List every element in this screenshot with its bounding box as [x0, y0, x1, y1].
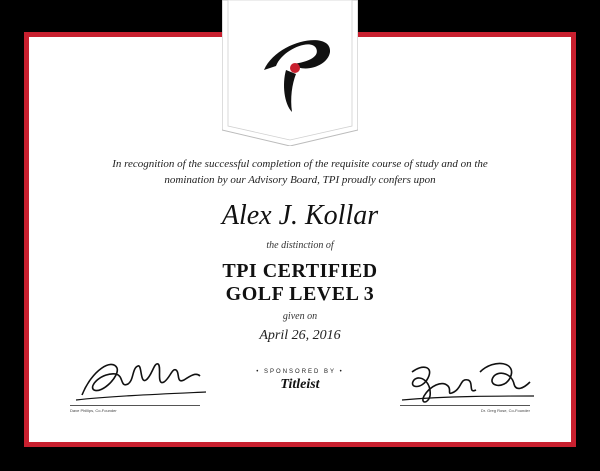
sponsor-brand-logo: Titleist	[280, 377, 320, 392]
intro-text	[60, 156, 540, 188]
given-on-label: given on	[282, 311, 318, 322]
certification-title-line-1: TPI CERTIFIED	[222, 260, 378, 282]
certification-title-line-2: GOLF LEVEL 3	[225, 283, 375, 305]
right-signature-caption: Dr. Greg Rose, Co-Founder	[480, 408, 530, 413]
logo-banner	[222, 0, 358, 146]
sponsored-by-label: • SPONSORED BY •	[256, 369, 344, 375]
left-signature-caption: Dave Phillips, Co-Founder	[70, 408, 117, 413]
right-signature-icon	[398, 352, 538, 408]
right-signature-line	[400, 405, 530, 406]
left-signature-line	[70, 405, 200, 406]
recipient-name: Alex J. Kollar	[221, 200, 379, 231]
left-signature-icon	[72, 350, 212, 406]
distinction-label: the distinction of	[266, 240, 334, 251]
award-date: April 26, 2016	[259, 328, 341, 343]
intro-line-1: In recognition of the successful completion of the requisite course of study and on the	[112, 158, 488, 170]
intro-line-2: nomination by our Advisory Board, TPI proudly confers upon	[164, 174, 436, 186]
